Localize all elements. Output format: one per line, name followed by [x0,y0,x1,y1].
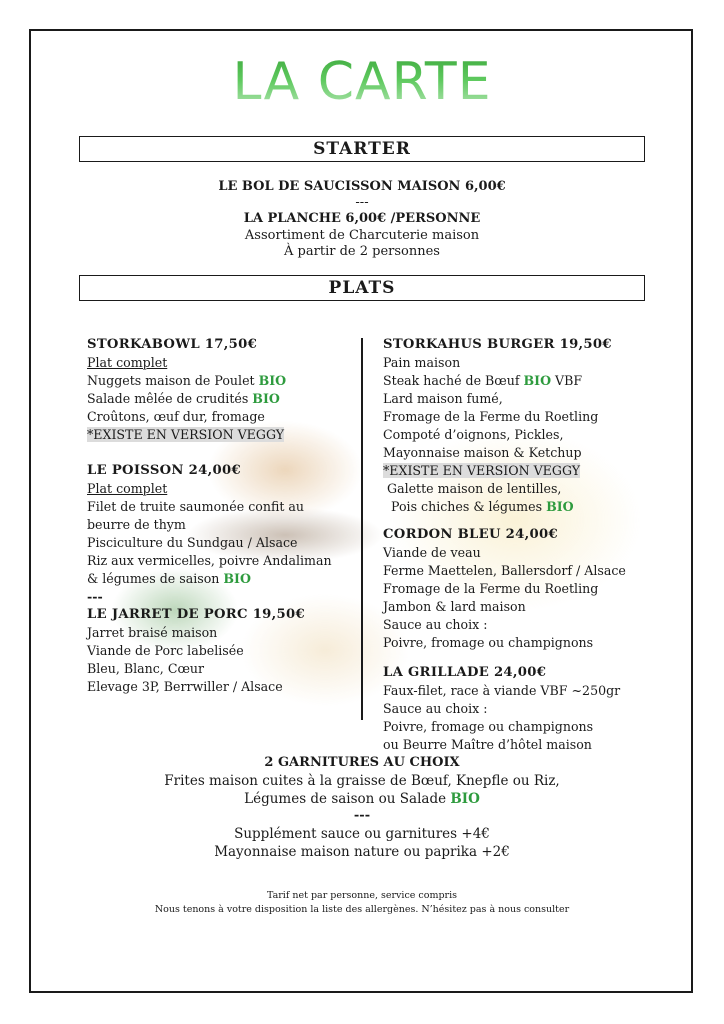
starter-planche-desc: Assortiment de Charcuterie maison [244,228,480,243]
dish-line: Pois chiches & légumes BIO [383,499,574,514]
dish-line: Sauce au choix : [383,617,488,632]
footer-allergenes: Nous tenons à votre disposition la liste des allergènes. N’hésitez pas à nous consulter [154,904,570,915]
dish-title-cordon-bleu: CORDON BLEU 24,00€ [383,527,558,542]
garnitures-title: 2 GARNITURES AU CHOIX [264,755,460,770]
garnitures-line: Frites maison cuites à la graisse de Bœuf, Knepfle ou Riz, [164,773,560,789]
dish-line: Sauce au choix : [383,701,488,716]
starter-item-planche: LA PLANCHE 6,00€ /PERSONNE [243,211,481,226]
right-column [383,336,626,754]
dish-line: Jambon & lard maison [383,599,526,614]
dish-subtitle: Plat complet [87,355,168,370]
dish-line: beurre de thym [87,517,186,532]
dish-line: Poivre, fromage ou champignons [383,635,594,650]
bio-label: BIO [252,391,280,406]
dish-line: Salade mêlée de crudités BIO [87,391,280,406]
column-divider [361,338,363,720]
dish-line: Steak haché de Bœuf BIO VBF [383,373,583,388]
dish-line: Viande de Porc labelisée [87,643,244,658]
dish-title-jarret: LE JARRET DE PORC 19,50€ [87,607,305,622]
starter-separator: --- [355,195,369,210]
dish-line: Ferme Maettelen, Ballersdorf / Alsace [383,563,626,578]
dish-line: Lard maison fumé, [383,391,503,406]
veggy-note: *EXISTE EN VERSION VEGGY [383,463,581,478]
dish-line: Pisciculture du Sundgau / Alsace [87,535,298,550]
starter-planche-desc2: À partir de 2 personnes [284,244,440,259]
veggy-note: *EXISTE EN VERSION VEGGY [87,427,285,442]
bio-label: BIO [546,499,574,514]
bio-label: BIO [258,373,287,388]
dish-line: ou Beurre Maître d’hôtel maison [383,737,592,752]
dish-line: Elevage 3P, Berrwiller / Alsace [87,679,283,694]
mayonnaise-line: Mayonnaise maison nature ou paprika +2€ [214,844,510,860]
footer-tarif: Tarif net par personne, service compris [267,890,457,901]
section-starter: STARTER [79,136,645,162]
dish-line: Nuggets maison de Poulet BIO [87,373,287,388]
bio-label: BIO [523,373,552,388]
dish-line: Bleu, Blanc, Cœur [87,661,205,676]
dish-line: Fromage de la Ferme du Roetling [383,409,599,424]
dish-line: Pain maison [383,355,461,370]
page-title: LA CARTE [0,54,724,111]
dish-title-burger: STORKAHUS BURGER 19,50€ [383,337,612,352]
dish-separator: --- [87,589,103,604]
dish-subtitle: Plat complet [87,481,168,496]
dish-line: Riz aux vermicelles, poivre Andaliman [87,553,332,568]
dish-line: & légumes de saison BIO [87,571,251,586]
dish-title-poisson: LE POISSON 24,00€ [87,463,241,478]
dish-line: Compoté d’oignons, Pickles, [383,427,564,442]
dish-line: Fromage de la Ferme du Roetling [383,581,599,596]
garnitures-separator: --- [353,808,371,823]
left-column [87,336,332,696]
dish-title-storkabowl: STORKABOWL 17,50€ [87,337,258,352]
bio-label: BIO [223,571,251,586]
dish-line: Faux-filet, race à viande VBF ~250gr [383,683,621,698]
dish-line: Croûtons, œuf dur, fromage [87,409,265,424]
dish-line: Poivre, fromage ou champignons [383,719,594,734]
section-plats: PLATS [79,275,645,301]
supplement-line: Supplément sauce ou garnitures +4€ [234,826,490,842]
dish-line: Jarret braisé maison [87,625,218,640]
dish-line: Galette maison de lentilles, [383,481,562,496]
starter-item-saucisson: LE BOL DE SAUCISSON MAISON 6,00€ [218,179,506,194]
dish-title-grillade: LA GRILLADE 24,00€ [383,665,547,680]
dish-line: Filet de truite saumonée confit au [87,499,305,514]
dish-line: Mayonnaise maison & Ketchup [383,445,582,460]
bio-label: BIO [450,791,480,807]
garnitures-line: Légumes de saison ou Salade BIO [244,791,480,807]
dish-line: Viande de veau [383,545,481,560]
